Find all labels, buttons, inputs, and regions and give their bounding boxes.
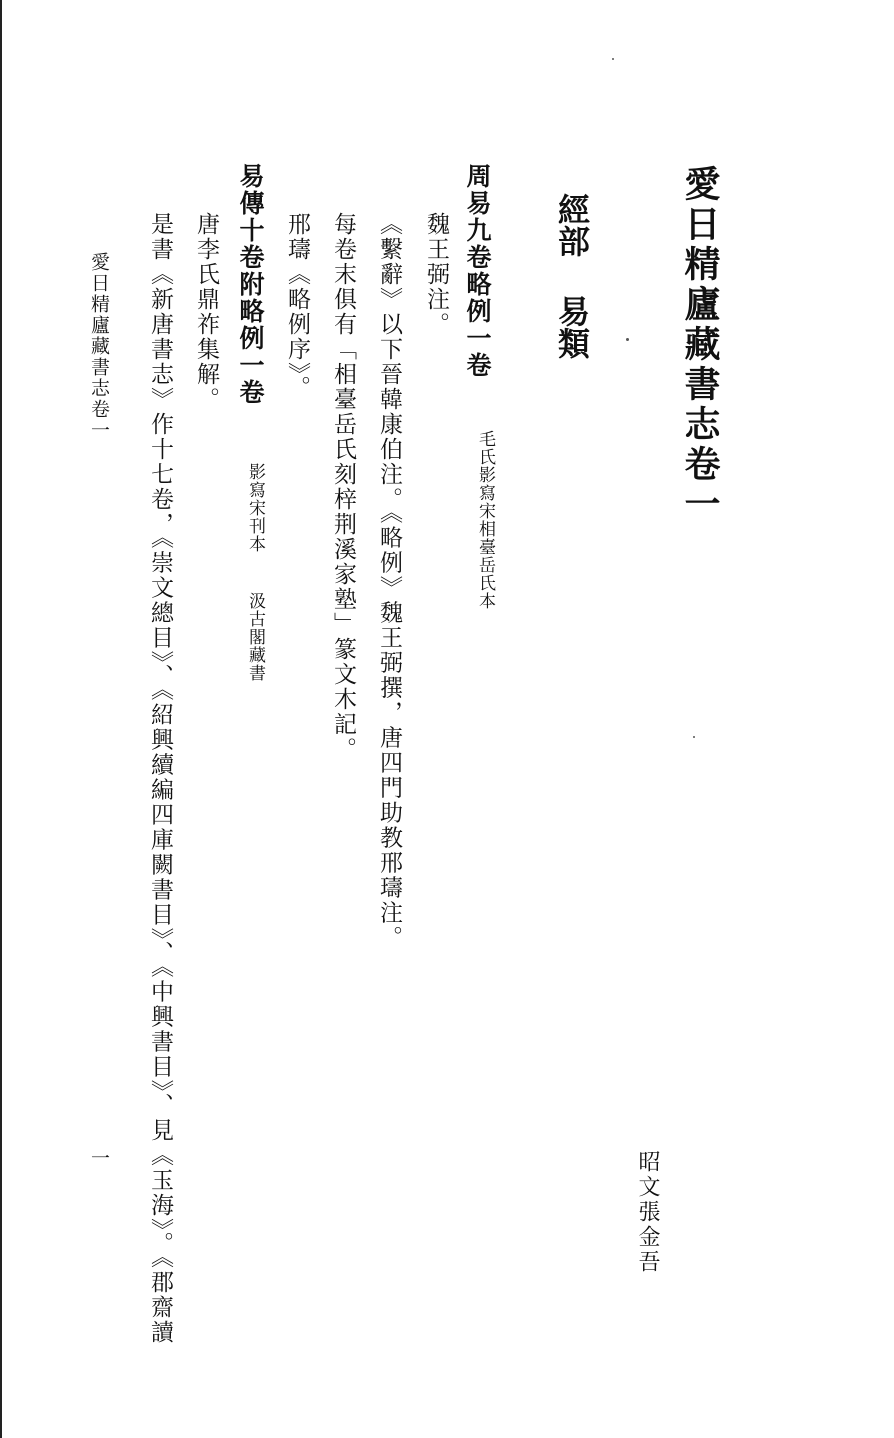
- entry-edition: 毛氏影寫宋相臺岳氏本: [475, 430, 495, 610]
- entry-line: 唐李氏鼎祚集解。: [193, 212, 219, 412]
- entry-line: 魏王弼注。: [423, 212, 449, 337]
- entry-collection: 汲古閣藏書: [245, 592, 265, 682]
- section-subcategory: 易類: [553, 295, 591, 359]
- entry-title: 易傳十卷附略例一卷: [236, 163, 265, 406]
- book-title: 愛日精廬藏書志卷一: [679, 165, 720, 525]
- entry-line: 邢璹《略例序》。: [284, 212, 310, 401]
- author: 昭文張金吾: [635, 1150, 660, 1275]
- running-head: 愛日精廬藏書志卷一: [88, 252, 110, 441]
- page-number: 一: [88, 1148, 110, 1169]
- entry-line: 每卷末俱有「相臺岳氏刻梓荆溪家塾」篆文木記。: [330, 212, 356, 762]
- entry-line: 《繫辭》以下晉韓康伯注。《略例》魏王弼撰，唐四門助教邢璹注。: [376, 212, 402, 951]
- scan-speck: [693, 736, 695, 738]
- section-heading: [553, 193, 591, 359]
- entry-title: 周易九卷略例一卷: [463, 163, 492, 379]
- page-edge: [0, 0, 2, 1438]
- entry-edition: 影寫宋刊本: [245, 463, 265, 553]
- entry-line: 是書《新唐書志》作十七卷，《崇文總目》、《紹興續編四庫闕書目》、《中興書目》、見《玉海》。《郡齋讀: [147, 212, 173, 1345]
- scan-speck: [626, 338, 629, 341]
- scan-speck: [612, 58, 614, 60]
- section-category: 經部: [553, 193, 591, 257]
